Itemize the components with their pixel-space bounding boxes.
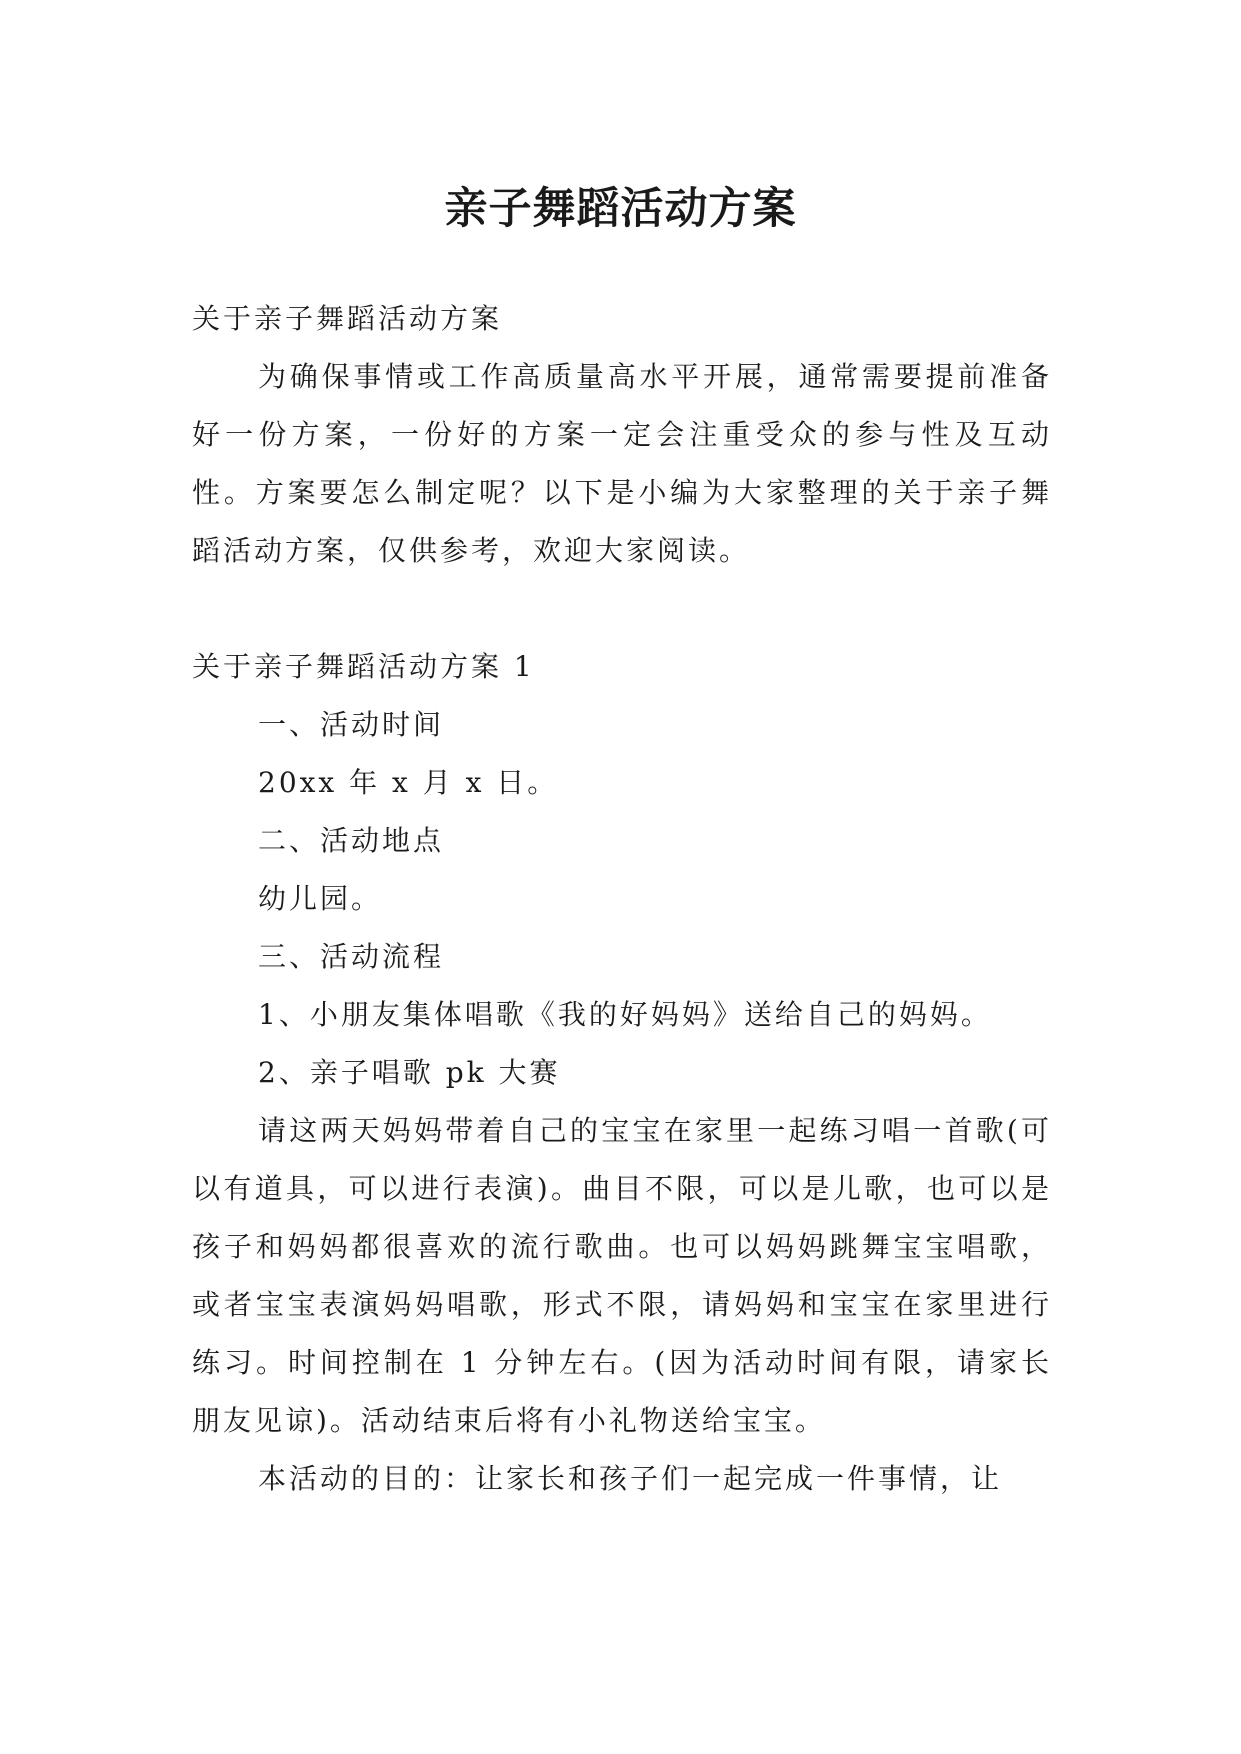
intro-paragraph: 为确保事情或工作高质量高水平开展，通常需要提前准备好一份方案，一份好的方案一定会注重受众的参与性及互动性。方案要怎么制定呢？以下是小编为大家整理的关于亲子舞蹈活动方案，仅供参考，欢迎大家阅读。 <box>192 360 1052 567</box>
time-value: 20xx 年 x 月 x 日。 <box>258 766 559 799</box>
section-heading: 关于亲子舞蹈活动方案 1 <box>192 650 535 683</box>
process-item-1: 1、小朋友集体唱歌《我的好妈妈》送给自己的妈妈。 <box>258 998 992 1031</box>
document-title: 亲子舞蹈活动方案 <box>444 183 797 234</box>
document-body <box>192 290 1052 1508</box>
paragraph-spacer <box>192 580 1052 638</box>
intro-heading: 关于亲子舞蹈活动方案 <box>192 302 503 335</box>
process-item-2-detail: 请这两天妈妈带着自己的宝宝在家里一起练习唱一首歌(可以有道具，可以进行表演)。曲目不限，可以是儿歌，也可以是孩子和妈妈都很喜欢的流行歌曲。也可以妈妈跳舞宝宝唱歌，或者宝宝表演妈妈唱歌，形式不限，请妈妈和宝宝在家里进行练习。时间控制在 1 分钟左右。(因为活动时间有限，请家长朋友见谅)。活动结束后将有小礼物送给宝宝。 <box>192 1114 1052 1437</box>
process-heading: 三、活动流程 <box>258 940 445 973</box>
process-item-2: 2、亲子唱歌 pk 大赛 <box>258 1056 561 1089</box>
time-heading: 一、活动时间 <box>258 708 445 741</box>
place-heading: 二、活动地点 <box>258 824 445 857</box>
purpose-paragraph: 本活动的目的：让家长和孩子们一起完成一件事情，让 <box>258 1462 1003 1495</box>
place-value: 幼儿园。 <box>258 882 383 915</box>
